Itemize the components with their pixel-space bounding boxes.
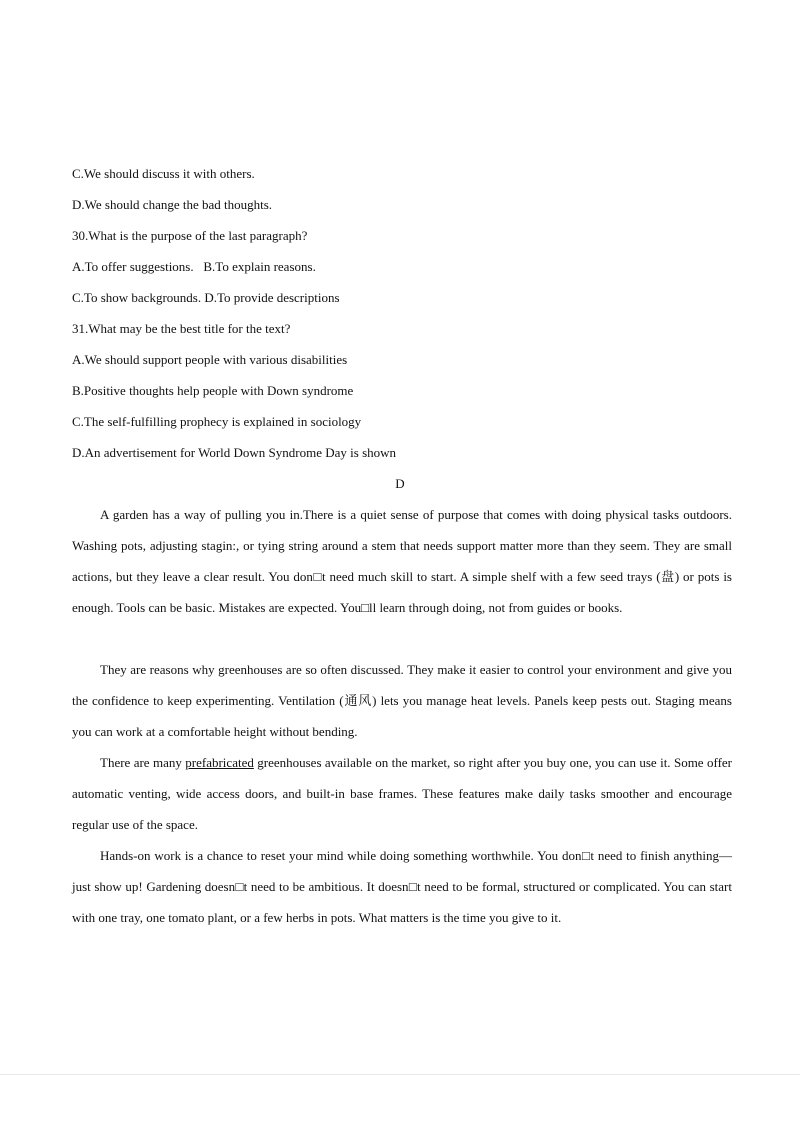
option-d-prev: D.We should change the bad thoughts. xyxy=(72,197,273,212)
underlined-word-prefabricated: prefabricated xyxy=(185,755,254,770)
question-30-options-cd: C.To show backgrounds. D.To provide descriptions xyxy=(72,290,340,305)
question-31-stem: 31.What may be the best title for the text? xyxy=(72,321,291,336)
passage-paragraph-2: They are reasons why greenhouses are so often discussed. They make it easier to control your environment and give you the confidence to keep experimenting. Ventilation (通风) lets you manage heat levels. Panels keep pests out. Staging means you can work at a comfortable height without bending. xyxy=(72,662,732,739)
question-30-options-ab: A.To offer suggestions. B.To explain reasons. xyxy=(72,259,316,274)
p3-text-after: greenhouses available on the market, so right after you buy one, you can use it. Some offer automatic venting, wide access doors, and built-in base frames. These features make daily tasks smoother and encourage regular use of the space. xyxy=(72,755,732,832)
question-31-option-c: C.The self-fulfilling prophecy is explained in sociology xyxy=(72,414,362,429)
question-31-option-a: A.We should support people with various disabilities xyxy=(72,352,348,367)
page-divider xyxy=(0,1074,800,1075)
option-c-prev: C.We should discuss it with others. xyxy=(72,166,255,181)
question-31-option-d: D.An advertisement for World Down Syndrome Day is shown xyxy=(72,445,397,460)
passage-paragraph-1: A garden has a way of pulling you in.There is a quiet sense of purpose that comes with doing physical tasks outdoors. Washing pots, adjusting stagin:, or tying string around a stem that needs support matter more than they seem. They are small actions, but they leave a clear result. You don□t need much skill to start. A simple shelf with a few seed trays (盘) or pots is enough. Tools can be basic. Mistakes are expected. You□ll learn through doing, not from guides or books. xyxy=(72,507,732,615)
passage-paragraph-3 xyxy=(72,747,732,840)
question-30-stem: 30.What is the purpose of the last paragraph? xyxy=(72,228,308,243)
question-31-option-b: B.Positive thoughts help people with Down syndrome xyxy=(72,383,354,398)
section-heading-d: D xyxy=(395,476,405,491)
passage-paragraph-4: Hands-on work is a chance to reset your mind while doing something worthwhile. You don□t need to finish anything—just show up! Gardening doesn□t need to be ambitious. It doesn□t need to be formal, structured or complicated. You can start with one tray, one tomato plant, or a few herbs in pots. What matters is the time you give to it. xyxy=(72,848,732,925)
p3-text-before: There are many xyxy=(100,755,186,770)
